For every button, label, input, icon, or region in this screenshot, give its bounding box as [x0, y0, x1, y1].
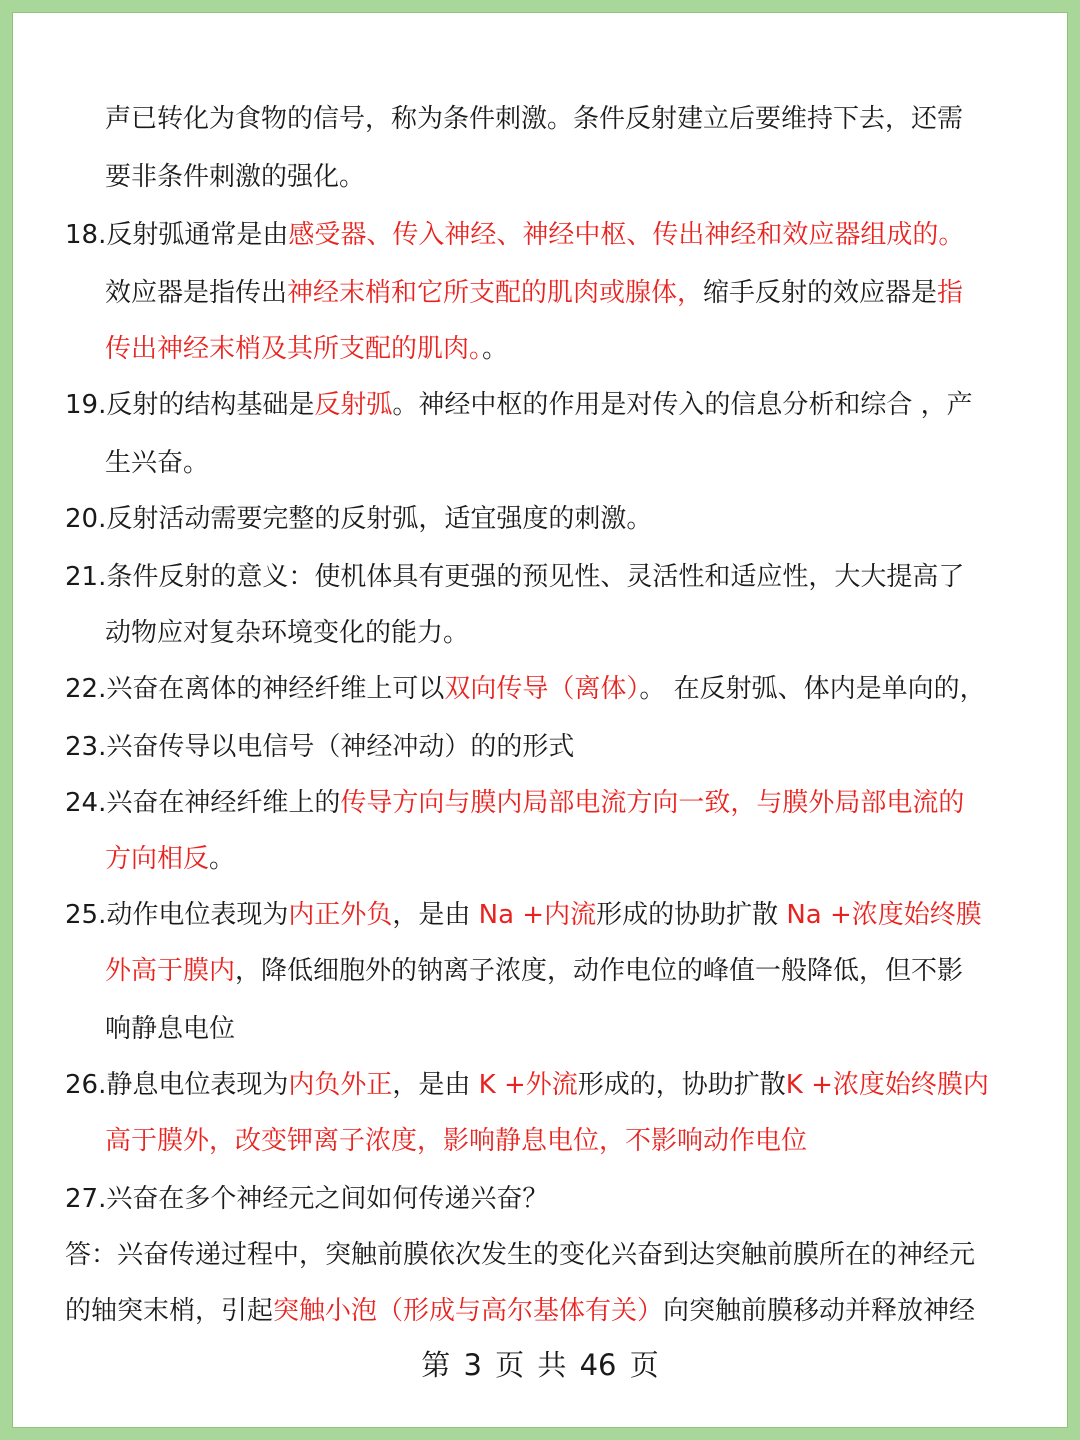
- list-item-line: [65, 897, 982, 933]
- item-number: 20.: [65, 504, 107, 534]
- footer-label-ye: 页: [629, 1348, 659, 1382]
- list-item-line: [65, 387, 973, 423]
- list-item-line: [65, 729, 574, 765]
- highlighted-text: 外高于膜内: [105, 956, 236, 986]
- text-line: [105, 159, 365, 195]
- highlighted-text: 内正外负: [288, 900, 393, 930]
- text-line: [105, 953, 963, 989]
- item-number: 24.: [65, 788, 107, 818]
- text-line: [105, 101, 963, 137]
- body-text: 的轴突末梢，引起: [65, 1296, 274, 1326]
- body-text: ，是由: [392, 900, 479, 930]
- list-item-line: [65, 559, 964, 595]
- body-text: 答：兴奋传递过程中，突触前膜依次发生的变化兴奋到达突触前膜所在的神经元: [65, 1240, 976, 1270]
- highlighted-text: 双向传导（离体）: [444, 674, 640, 704]
- highlighted-text: 指: [937, 278, 964, 308]
- highlighted-text: 反射弧: [314, 390, 393, 420]
- body-text: 缩手反射的效应器是: [703, 278, 938, 308]
- highlighted-text: Na +内流: [478, 900, 597, 930]
- text-line: [65, 1293, 975, 1329]
- highlighted-text: 方向相反: [105, 844, 210, 874]
- body-text: 。: [482, 334, 509, 364]
- footer-label-gong: 共: [537, 1348, 567, 1382]
- body-text: 动物应对复杂环境变化的能力。: [105, 618, 470, 648]
- text-line: [105, 1011, 235, 1047]
- text-line: [105, 841, 235, 877]
- body-text: 反射弧通常是由: [106, 220, 289, 250]
- body-text: 形成的，协助扩散: [577, 1070, 786, 1100]
- body-text: 生兴奋。: [105, 448, 210, 478]
- item-number: 25.: [65, 900, 107, 930]
- text-line: [65, 1237, 975, 1273]
- body-text: 反射活动需要完整的反射弧，适宜强度的刺激。: [106, 504, 653, 534]
- highlighted-text: 神经末梢和它所支配的肌肉或腺体，: [287, 278, 704, 308]
- footer-label-ye: 页: [495, 1348, 525, 1382]
- highlighted-text: 内负外正: [288, 1070, 393, 1100]
- list-item-line: [65, 785, 964, 821]
- footer-label-di: 第: [421, 1348, 451, 1382]
- body-text: 兴奋传导以电信号（神经冲动）的的形式: [106, 732, 575, 762]
- list-item-line: [65, 501, 652, 537]
- highlighted-text: 传导方向与膜内局部电流方向一致，与膜外局部电流的: [340, 788, 965, 818]
- body-text: 要非条件刺激的强化。: [105, 162, 366, 192]
- body-text: 。 在反射弧、体内是单向的，: [639, 674, 986, 704]
- item-number: 26.: [65, 1070, 107, 1100]
- body-text: 向突触前膜移动并释放神经: [663, 1296, 976, 1326]
- item-number: 18.: [65, 220, 107, 250]
- page-footer: [13, 1343, 1067, 1384]
- highlighted-text: 传出神经末梢及其所支配的肌肉。: [105, 334, 483, 364]
- highlighted-text: K +外流: [478, 1070, 578, 1100]
- body-text: 。: [209, 844, 236, 874]
- body-text: 兴奋在离体的神经纤维上可以: [106, 674, 445, 704]
- body-text: 动作电位表现为: [106, 900, 289, 930]
- list-item-line: [65, 1067, 989, 1103]
- highlighted-text: 高于膜外，改变钾离子浓度，影响静息电位，不影响动作电位: [105, 1126, 808, 1156]
- body-text: ，是由: [392, 1070, 479, 1100]
- text-line: [105, 615, 469, 651]
- item-number: 27.: [65, 1184, 107, 1214]
- highlighted-text: Na +浓度始终膜: [786, 900, 982, 930]
- body-text: 反射的结构基础是: [106, 390, 315, 420]
- list-item-line: [65, 671, 986, 707]
- highlighted-text: 突触小泡（形成与高尔基体有关）: [273, 1296, 664, 1326]
- highlighted-text: K +浓度始终膜内: [785, 1070, 989, 1100]
- text-line: [105, 1123, 807, 1159]
- list-item-line: [65, 1181, 548, 1217]
- body-text: 声已转化为食物的信号，称为条件刺激。条件反射建立后要维持下去，还需: [105, 104, 964, 134]
- list-item-line: [65, 217, 964, 253]
- body-text: 静息电位表现为: [106, 1070, 289, 1100]
- item-number: 21.: [65, 562, 107, 592]
- text-line: [105, 445, 209, 481]
- body-text: 响静息电位: [105, 1014, 236, 1044]
- item-number: 19.: [65, 390, 107, 420]
- highlighted-text: 感受器、传入神经、神经中枢、传出神经和效应器组成的。: [288, 220, 965, 250]
- document-sheet: [12, 12, 1068, 1428]
- item-number: 23.: [65, 732, 107, 762]
- body-text: 。神经中枢的作用是对传入的信息分析和综合 ，产: [392, 390, 973, 420]
- body-text: 兴奋在神经纤维上的: [106, 788, 341, 818]
- body-text: ，降低细胞外的钠离子浓度，动作电位的峰值一般降低，但不影: [235, 956, 964, 986]
- item-number: 22.: [65, 674, 107, 704]
- footer-current-page: 3: [463, 1348, 482, 1382]
- body-text: 兴奋在多个神经元之间如何传递兴奋？: [106, 1184, 549, 1214]
- body-text: 效应器是指传出: [105, 278, 288, 308]
- text-line: [105, 275, 963, 311]
- footer-total-pages: 46: [579, 1348, 617, 1382]
- body-text: 形成的协助扩散: [596, 900, 787, 930]
- body-text: 条件反射的意义：使机体具有更强的预见性、灵活性和适应性，大大提高了: [106, 562, 965, 592]
- text-line: [105, 331, 508, 367]
